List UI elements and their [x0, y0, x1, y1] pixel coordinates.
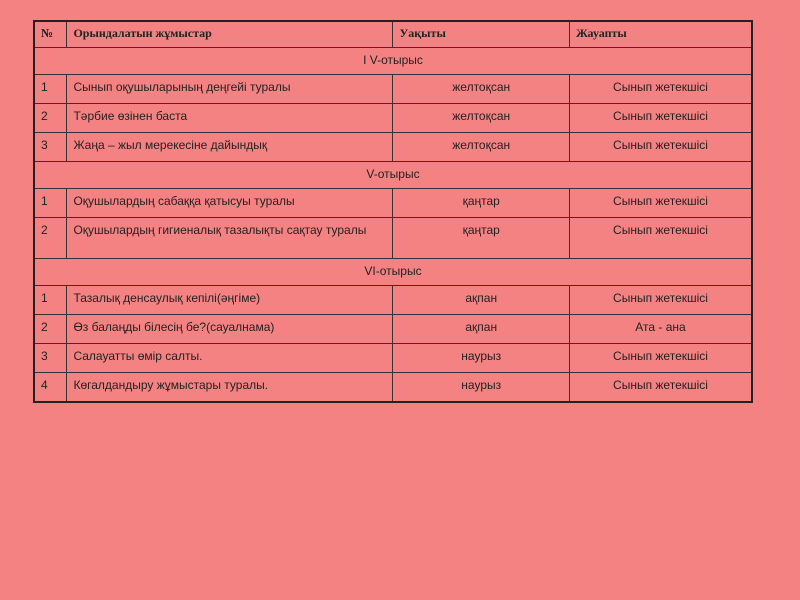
cell-time: ақпан: [393, 315, 570, 344]
section-title: I V-отырыс: [34, 48, 752, 75]
header-task: Орындалатын жұмыстар: [67, 21, 393, 48]
cell-time: желтоқсан: [393, 133, 570, 162]
cell-responsible: Ата - ана: [569, 315, 752, 344]
section-title: V-отырыс: [34, 162, 752, 189]
cell-task: Тазалық денсаулық кепілі(әңгіме): [67, 286, 393, 315]
cell-time: наурыз: [393, 373, 570, 403]
cell-time: қаңтар: [393, 189, 570, 218]
header-number: №: [34, 21, 67, 48]
section-row: [34, 162, 752, 189]
cell-task: Сынып оқушыларының деңгейі туралы: [67, 75, 393, 104]
header-row: [34, 21, 752, 48]
cell-responsible: Сынып жетекшісі: [569, 133, 752, 162]
table-row: [34, 75, 752, 104]
cell-task: Тәрбие өзінен баста: [67, 104, 393, 133]
cell-responsible: Сынып жетекшісі: [569, 104, 752, 133]
table-row: [34, 104, 752, 133]
cell-number: 2: [34, 218, 67, 259]
table-row: [34, 286, 752, 315]
cell-number: 2: [34, 315, 67, 344]
cell-task: Өз балаңды білесің бе?(сауалнама): [67, 315, 393, 344]
cell-number: 4: [34, 373, 67, 403]
cell-number: 1: [34, 75, 67, 104]
table-row: [34, 315, 752, 344]
cell-task: Салауатты өмір салты.: [67, 344, 393, 373]
table-row: [34, 373, 752, 403]
table-row: [34, 133, 752, 162]
cell-time: желтоқсан: [393, 75, 570, 104]
header-time: Уақыты: [393, 21, 570, 48]
cell-task: Көгалдандыру жұмыстары туралы.: [67, 373, 393, 403]
cell-responsible: Сынып жетекшісі: [569, 373, 752, 403]
section-title: VI-отырыс: [34, 259, 752, 286]
plan-table: [33, 20, 753, 403]
section-row: [34, 48, 752, 75]
section-row: [34, 259, 752, 286]
cell-responsible: Сынып жетекшісі: [569, 75, 752, 104]
header-responsible: Жауапты: [569, 21, 752, 48]
cell-responsible: Сынып жетекшісі: [569, 344, 752, 373]
cell-time: қаңтар: [393, 218, 570, 259]
cell-responsible: Сынып жетекшісі: [569, 286, 752, 315]
table-row: [34, 218, 752, 259]
cell-number: 3: [34, 133, 67, 162]
cell-time: ақпан: [393, 286, 570, 315]
cell-responsible: Сынып жетекшісі: [569, 189, 752, 218]
table-row: [34, 189, 752, 218]
cell-responsible: Сынып жетекшісі: [569, 218, 752, 259]
cell-number: 1: [34, 189, 67, 218]
cell-time: желтоқсан: [393, 104, 570, 133]
cell-task: Оқушылардың гигиеналық тазалықты сақтау туралы: [67, 218, 393, 259]
cell-time: наурыз: [393, 344, 570, 373]
cell-number: 1: [34, 286, 67, 315]
cell-task: Оқушылардың сабаққа қатысуы туралы: [67, 189, 393, 218]
cell-task: Жаңа – жыл мерекесіне дайындық: [67, 133, 393, 162]
table-row: [34, 344, 752, 373]
cell-number: 3: [34, 344, 67, 373]
cell-number: 2: [34, 104, 67, 133]
